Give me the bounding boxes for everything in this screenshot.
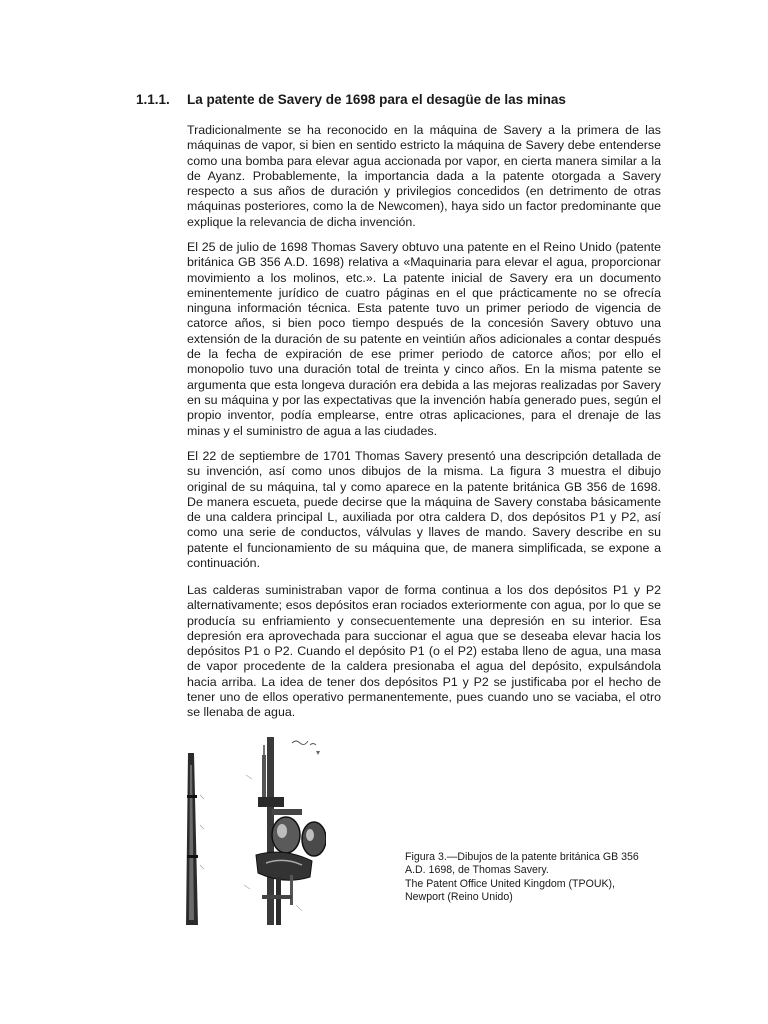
figure-caption (405, 851, 665, 905)
paragraph-4: Las calderas suministraban vapor de forma continua a los dos depósitos P1 y P2 alternativamente; esos depósitos eran rociados exteriormente con agua, por lo que se producía su enfriamiento y consecuentemente una depresión en su interior. Esa depresión era aprovechada para succionar el agua que se deseaba elevar hacia los depósitos P1 o P2. Cuando el depósito P1 (o el P2) estaba lleno de agua, una masa de vapor procedente de la caldera presionaba el agua del depósito, expulsándola hacia arriba. La idea de tener dos depósitos P1 y P2 se justificaba por el hecho de tener uno de ellos operativo permanentemente, pues cuando uno se vaciaba, el otro se llenaba de agua. (187, 583, 661, 720)
caption-line: The Patent Office United Kingdom (TPOUK), (405, 877, 616, 890)
caption-line: Newport (Reino Unido) (405, 891, 513, 904)
section-number: 1.1.1. (136, 92, 170, 107)
savery-patent-drawing (186, 735, 326, 925)
paragraph-3: El 22 de septiembre de 1701 Thomas Savery presentó una descripción detallada de su invención, así como unos dibujos de la misma. La figura 3 muestra el dibujo original de su máquina, tal y como aparece en la patente británica GB 356 de 1698. De manera escueta, puede decirse que la máquina de Savery constaba básicamente de una caldera principal L, auxiliada por otra caldera D, dos depósitos P1 y P2, así como una serie de conductos, válvulas y llaves de mando. Savery describe en su patente el funcionamiento de su máquina que, de manera simplificada, se expone a continuación. (187, 449, 661, 571)
section-heading (136, 92, 656, 107)
caption-line: A.D. 1698, de Thomas Savery. (405, 864, 549, 877)
paragraph-2: El 25 de julio de 1698 Thomas Savery obtuvo una patente en el Reino Unido (patente británica GB 356 A.D. 1698) relativa a «Maquinaria para elevar el agua, proporcionar movimiento a los molinos, etc.». La patente inicial de Savery era un documento eminentemente jurídico de cuatro páginas en el que prácticamente no se ofrecía ninguna información técnica. Esta patente tuvo un primer periodo de vigencia de catorce años, si bien poco tiempo después de la concesión Savery obtuvo una extensión de la duración de su patente en veintiún años adicionales a contar después de la fecha de expiración de ese primer periodo de catorce años; por ello el monopolio tuvo una duración total de treinta y cinco años. En la misma patente se argumenta que esta longeva duración era debida a las mejoras realizadas por Savery en su máquina y por las expectativas que la invención había generado pues, según el propio inventor, podía emplearse, entre otras aplicaciones, para el drenaje de las minas y el suministro de agua a las ciudades. (187, 240, 661, 438)
paragraph-1: Tradicionalmente se ha reconocido en la máquina de Savery a la primera de las máquinas de vapor, si bien en sentido estricto la máquina de Savery debe entenderse como una bomba para elevar agua accionada por vapor, en cierta manera similar a la de Ayanz. Probablemente, la importancia dada a la patente otorgada a Savery respecto a sus años de duración y privilegios concedidos (en detrimento de otras máquinas posteriores, como la de Newcomen), haya sido un factor predominante que explique la relevancia de dicha invención. (187, 123, 661, 229)
section-title: La patente de Savery de 1698 para el desagüe de las minas (187, 92, 566, 107)
caption-line: Figura 3.—Dibujos de la patente británica GB 356 (405, 851, 639, 863)
engraving-illustration (186, 735, 326, 925)
